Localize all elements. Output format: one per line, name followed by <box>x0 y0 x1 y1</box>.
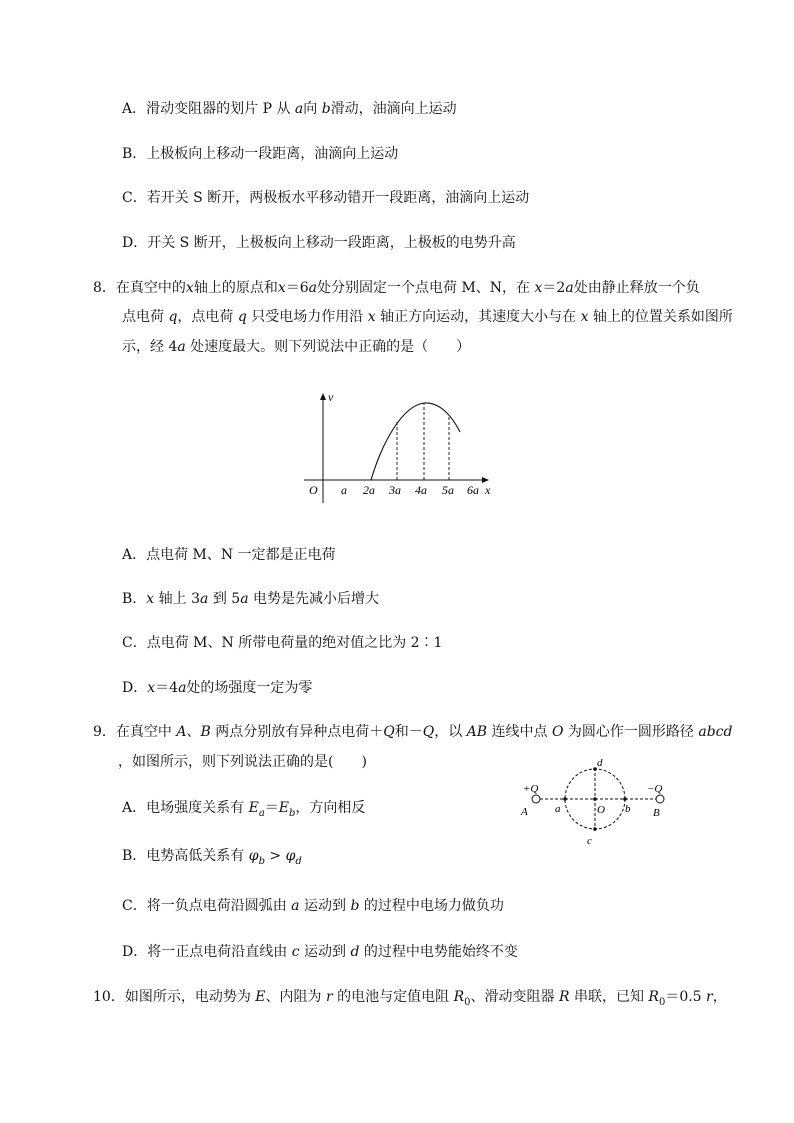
stem-text: 点电荷 <box>122 309 169 325</box>
option-text: 运动到 <box>299 944 351 960</box>
var-AB: AB <box>466 724 488 740</box>
subscript: b <box>289 807 296 819</box>
option-label: D． <box>122 944 148 960</box>
option-text: 电场强度关系有 <box>146 800 249 816</box>
stem-text: 、 <box>186 724 201 740</box>
stem-text: ， <box>712 989 727 1005</box>
subscript: a <box>258 807 265 819</box>
question-number: 10． <box>93 989 125 1005</box>
var-x: x <box>185 280 194 296</box>
subscript: b <box>258 855 265 867</box>
option-text: 轴上 3 <box>154 591 201 607</box>
charge-circle-diagram <box>520 756 680 848</box>
q9-stem-line-2: ，如图所示，则下列说法正确的是( ) <box>118 754 367 770</box>
subscript: 0 <box>464 996 471 1008</box>
label-c: c <box>587 835 592 847</box>
option-label: A． <box>122 101 147 117</box>
var-b: b <box>350 898 360 914</box>
stem-text: ＝2 <box>542 280 566 296</box>
var-x: x <box>580 309 589 325</box>
var-d: d <box>350 944 360 960</box>
stem-text: ，以 <box>434 724 467 740</box>
q7-option-c: C．若开关 S 断开，两极板水平移动错开一段距离，油滴向上运动 <box>122 190 530 206</box>
option-text: ，方向相反 <box>295 800 366 816</box>
q9-option-d <box>122 943 518 961</box>
var-R: R <box>558 989 570 1005</box>
tick-label: 6a <box>467 483 479 497</box>
var-b: b <box>321 101 331 117</box>
stem-text: 轴上的原点和 <box>193 280 278 296</box>
var-R: R <box>453 989 465 1005</box>
q10-stem-line-1 <box>93 988 727 1012</box>
option-text: > <box>264 848 286 864</box>
option-text: 电势是先减小后增大 <box>248 591 379 607</box>
option-text: 电势高低关系有 <box>146 848 249 864</box>
q8-stem-line-2 <box>122 308 733 326</box>
option-label: B． <box>122 848 147 864</box>
stem-text: ＝0.5 <box>665 989 707 1005</box>
q8-option-b <box>122 590 379 608</box>
option-label: C． <box>122 898 147 914</box>
var-a: a <box>177 339 186 355</box>
tick-label: a <box>341 483 347 497</box>
q8-stem-line-1 <box>93 279 700 297</box>
label-O: O <box>597 804 605 816</box>
question-number: 9． <box>93 724 116 740</box>
stem-text: 的电池与定值电阻 <box>332 989 454 1005</box>
minus-q-label: −Q <box>647 783 663 795</box>
q9-option-a <box>122 799 365 823</box>
var-Q: Q <box>422 724 435 740</box>
subscript: 0 <box>658 996 666 1008</box>
var-E: E <box>248 800 259 816</box>
var-a: a <box>308 280 318 296</box>
tick-label: 5a <box>442 483 454 497</box>
var-a: a <box>294 101 304 117</box>
subscript: d <box>295 855 302 867</box>
stem-text: ，点电荷 <box>177 309 238 325</box>
y-axis-label: v <box>328 390 334 404</box>
var-E: E <box>255 989 266 1005</box>
stem-text: ＝6 <box>285 280 309 296</box>
var-O: O <box>551 724 564 740</box>
q7-option-d: D．开关 S 断开，上极板向上移动一段距离，上极板的电势升高 <box>122 235 516 251</box>
stem-text: 示，经 4 <box>122 339 178 355</box>
label-a: a <box>555 803 561 815</box>
var-a: a <box>200 591 209 607</box>
stem-text: 如图所示，电动势为 <box>124 989 256 1005</box>
point-o <box>593 797 597 801</box>
stem-text: 在真空中 <box>115 724 177 740</box>
var-x: x <box>277 280 286 296</box>
var-a: a <box>565 280 574 296</box>
stem-text: 串联，已知 <box>569 989 649 1005</box>
origin-label: O <box>309 483 318 497</box>
option-label: D． <box>122 680 148 696</box>
q8-option-a: A．点电荷 M、N 一定都是正电荷 <box>122 547 336 563</box>
var-A: A <box>176 724 187 740</box>
var-x: x <box>534 280 543 296</box>
stem-text: 连线中点 <box>487 724 552 740</box>
stem-text: 只受电场力作用沿 <box>246 309 368 325</box>
stem-text: 轴上的位置关系如图所 <box>588 309 733 325</box>
stem-text: 两点分别放有异种点电荷＋ <box>210 724 384 740</box>
option-text: 滑动，油滴向上运动 <box>330 101 457 117</box>
stem-text: 处分别固定一个点电荷 M、N，在 <box>317 280 535 296</box>
option-text: 到 5 <box>208 591 241 607</box>
option-label: A． <box>122 800 147 816</box>
var-r: r <box>325 989 333 1005</box>
velocity-position-graph <box>292 388 504 510</box>
tick-label: 2a <box>363 483 375 497</box>
option-text: 向 <box>303 101 322 117</box>
stem-text: 、滑动变阻器 <box>470 989 559 1005</box>
var-abcd: abcd <box>698 724 733 740</box>
option-text: 运动到 <box>299 898 351 914</box>
option-text: ＝4 <box>155 680 179 696</box>
var-x: x <box>146 591 155 607</box>
point-b <box>623 797 627 801</box>
option-label: B． <box>122 591 147 607</box>
option-text: 处的场强度一定为零 <box>186 680 313 696</box>
var-phi: φ <box>248 848 259 864</box>
label-d: d <box>597 757 603 769</box>
q8-stem-line-3 <box>122 338 470 356</box>
point-a <box>563 797 567 801</box>
var-a: a <box>178 680 187 696</box>
negative-charge <box>656 795 664 803</box>
var-a: a <box>291 898 300 914</box>
stem-text: 处由静止释放一个负 <box>573 280 700 296</box>
var-r: r <box>706 989 713 1005</box>
q8-option-c: C．点电荷 M、N 所带电荷量的绝对值之比为 2∶1 <box>122 635 443 651</box>
var-a: a <box>240 591 249 607</box>
stem-text: 处速度最大。则下列说法中正确的是（ ） <box>185 339 471 355</box>
point-c <box>593 827 597 831</box>
option-text: 滑动变阻器的划片 P 从 <box>146 101 295 117</box>
label-A: A <box>521 806 528 818</box>
stem-text: 和－ <box>394 724 423 740</box>
tick-label: 4a <box>415 483 427 497</box>
option-text: 的过程中电场力做负功 <box>359 898 504 914</box>
q7-option-b: B．上极板向上移动一段距离，油滴向上运动 <box>122 146 399 162</box>
var-R: R <box>648 989 659 1005</box>
option-text: 将一正点电荷沿直线由 <box>147 944 292 960</box>
stem-text: 为圆心作一圆形路径 <box>563 724 699 740</box>
option-text: ＝ <box>264 800 279 816</box>
q7-option-a <box>122 100 457 118</box>
question-number: 8． <box>93 280 116 296</box>
var-q: q <box>168 309 178 325</box>
positive-charge <box>532 795 540 803</box>
var-x: x <box>147 680 156 696</box>
plus-q-label: +Q <box>523 783 539 795</box>
var-phi: φ <box>285 848 296 864</box>
q9-stem-line-1 <box>93 723 733 741</box>
option-text: 将一负点电荷沿圆弧由 <box>146 898 292 914</box>
velocity-curve <box>371 403 460 480</box>
var-c: c <box>291 944 300 960</box>
stem-text: 轴正方向运动，其速度大小与在 <box>375 309 581 325</box>
tick-label: 3a <box>389 483 401 497</box>
q9-option-c <box>122 897 504 915</box>
var-q: q <box>237 309 247 325</box>
x-axis-label: x <box>485 483 491 497</box>
var-B: B <box>200 724 211 740</box>
var-E: E <box>278 800 290 816</box>
stem-text: 、内阻为 <box>265 989 326 1005</box>
q8-option-d <box>122 679 312 697</box>
var-x: x <box>367 309 376 325</box>
var-Q: Q <box>383 724 395 740</box>
option-text: 的过程中电势能始终不变 <box>359 944 518 960</box>
label-b: b <box>625 803 631 815</box>
stem-text: 在真空中的 <box>115 280 186 296</box>
label-B: B <box>653 807 660 819</box>
q9-option-b <box>122 847 302 871</box>
